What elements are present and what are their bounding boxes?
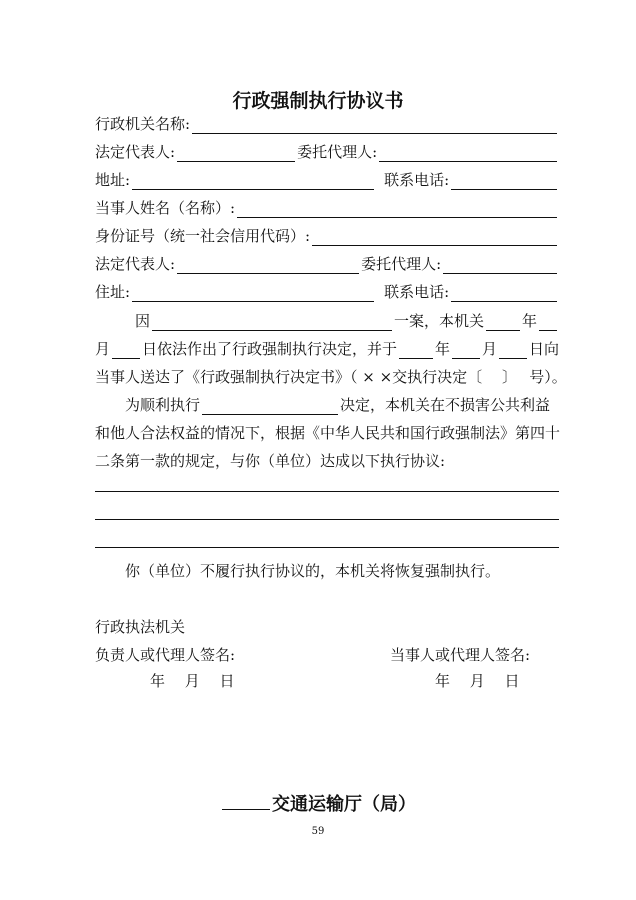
agent-field[interactable] bbox=[379, 145, 557, 162]
text: 一案，本机关 bbox=[394, 312, 485, 330]
legal-rep-field[interactable] bbox=[177, 145, 295, 162]
label: 委托代理人: bbox=[361, 255, 442, 273]
month-field[interactable] bbox=[452, 342, 480, 359]
paragraph-line bbox=[95, 309, 559, 331]
text: 年 bbox=[522, 312, 538, 330]
text: 月 bbox=[95, 340, 111, 358]
address-field[interactable] bbox=[132, 173, 374, 190]
agency-name-row bbox=[95, 112, 559, 134]
label: 法定代表人: bbox=[95, 255, 176, 273]
label: 委托代理人: bbox=[297, 143, 378, 161]
address-row bbox=[95, 168, 559, 190]
page-number: 59 bbox=[311, 826, 325, 837]
text: 月 bbox=[482, 340, 498, 358]
label: 身份证号（统一社会信用代码）: bbox=[95, 227, 311, 245]
paragraph-line: 你（单位）不履行执行协议的，本机关将恢复强制执行。 bbox=[125, 562, 501, 580]
legal-rep-row bbox=[95, 140, 559, 162]
text: 日依法作出了行政强制执行决定，并于 bbox=[142, 340, 398, 358]
agreement-line[interactable] bbox=[95, 491, 559, 492]
label: 联系电话: bbox=[384, 171, 450, 189]
paragraph-line bbox=[95, 337, 559, 359]
text: 日向 bbox=[529, 340, 560, 358]
document-title: 行政强制执行协议书 bbox=[232, 90, 404, 112]
id-row bbox=[95, 224, 559, 246]
label: 住址: bbox=[95, 283, 131, 301]
label: 法定代表人: bbox=[95, 143, 176, 161]
residence-row bbox=[95, 280, 559, 302]
agreement-line[interactable] bbox=[95, 547, 559, 548]
day-field[interactable] bbox=[112, 342, 140, 359]
party-date: 年 月 日 bbox=[435, 672, 520, 690]
agency-date: 年 月 日 bbox=[150, 672, 235, 690]
party-signature-label: 当事人或代理人签名: bbox=[390, 646, 531, 664]
footer-text: 交通运输厅（局） bbox=[272, 794, 416, 815]
legal-rep2-field[interactable] bbox=[177, 257, 359, 274]
legal-rep2-row bbox=[95, 252, 559, 274]
party-name-row bbox=[95, 196, 559, 218]
paragraph-line: 二条第一款的规定，与你（单位）达成以下执行协议: bbox=[95, 452, 446, 470]
case-field[interactable] bbox=[152, 314, 392, 331]
text: 年 bbox=[435, 340, 451, 358]
paragraph-line bbox=[95, 393, 559, 415]
agent2-field[interactable] bbox=[443, 257, 557, 274]
text: 为顺利执行 bbox=[125, 396, 201, 414]
paragraph-line: 当事人送达了《行政强制执行决定书》（ × ×交执行决定〔 〕 号）。 bbox=[95, 368, 567, 386]
year-field[interactable] bbox=[399, 342, 433, 359]
label: 当事人姓名（名称）: bbox=[95, 199, 236, 217]
residence-field[interactable] bbox=[132, 285, 374, 302]
agency-label: 行政执法机关 bbox=[95, 618, 186, 636]
label: 行政机关名称: bbox=[95, 115, 191, 133]
agency-name-field[interactable] bbox=[192, 117, 557, 134]
footer-title bbox=[0, 790, 636, 816]
text: 决定，本机关在不损害公共利益 bbox=[340, 396, 551, 414]
province-field[interactable] bbox=[222, 791, 270, 810]
decision-field[interactable] bbox=[202, 398, 338, 415]
paragraph-line: 和他人合法权益的情况下，根据《中华人民共和国行政强制法》第四十 bbox=[95, 424, 561, 442]
phone2-field[interactable] bbox=[451, 285, 557, 302]
day-field[interactable] bbox=[499, 342, 527, 359]
phone-field[interactable] bbox=[451, 173, 557, 190]
label: 联系电话: bbox=[384, 283, 450, 301]
year-field[interactable] bbox=[486, 314, 520, 331]
label: 地址: bbox=[95, 171, 131, 189]
agency-signature-label: 负责人或代理人签名: bbox=[95, 646, 236, 664]
party-name-field[interactable] bbox=[237, 201, 557, 218]
text: 因 bbox=[135, 312, 151, 330]
agreement-line[interactable] bbox=[95, 519, 559, 520]
id-field[interactable] bbox=[312, 229, 557, 246]
month-field[interactable] bbox=[539, 314, 557, 331]
